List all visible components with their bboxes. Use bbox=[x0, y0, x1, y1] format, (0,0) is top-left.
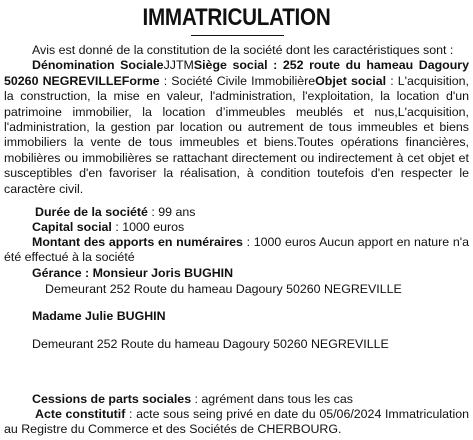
capital-value: : 1000 euros bbox=[111, 220, 185, 234]
second-manager-address-line bbox=[4, 337, 469, 352]
acte-label: Acte constitutif bbox=[35, 407, 126, 421]
cessions-value: : agrément dans tous les cas bbox=[191, 392, 353, 406]
apports-value: : 1000 euros Aucun apport en nature n'a été effectué à la société bbox=[4, 235, 469, 265]
denomination-value: JJTM bbox=[163, 58, 194, 73]
cessions-line bbox=[4, 392, 469, 407]
second-manager-name: Madame Julie BUGHIN bbox=[32, 309, 166, 323]
intro-text: Avis est donné de la constitution de la société dont les caractéristiques sont : bbox=[32, 43, 454, 57]
second-manager-line bbox=[4, 309, 469, 324]
duree-value: : 99 ans bbox=[147, 205, 196, 219]
company-details-paragraph bbox=[4, 43, 469, 197]
denomination-label: Dénomination Sociale bbox=[32, 58, 164, 73]
acte-value: : acte sous seing privé en date du 05/06/2024 Immatriculation au Registre du Commerce et des Sociétés de CHERBOURG. bbox=[4, 407, 469, 437]
forme-label: Forme bbox=[121, 73, 160, 88]
second-manager-address: Demeurant 252 Route du hameau Dagoury 50260 NEGREVILLE bbox=[32, 337, 389, 351]
forme-value: : Société Civile Immobilière bbox=[159, 73, 316, 88]
duree-label: Durée de la société bbox=[35, 205, 148, 219]
capital-line bbox=[4, 220, 469, 235]
title-underline bbox=[191, 35, 284, 36]
acte-paragraph bbox=[4, 407, 469, 438]
capital-label: Capital social bbox=[32, 220, 112, 234]
gerance-label: Gérance : Monsieur Joris BUGHIN bbox=[32, 266, 234, 280]
gerance-line bbox=[4, 266, 469, 281]
gerance-address-line bbox=[4, 282, 469, 297]
gerance-address: Demeurant 252 Route du hameau Dagoury 50260 NEGREVILLE bbox=[45, 282, 402, 296]
cessions-label: Cessions de parts sociales bbox=[32, 392, 192, 406]
apports-label: Montant des apports en numéraires bbox=[32, 235, 243, 249]
objet-value: : L'acquisition, la construction, la mise en valeur, l'administration, l'exploitation, la location d'un patrimoine immobilier, la location d’immeubles meublés et nus,L'acquisition, l'administration, la gestion par location ou autrement de tous immeubles et biens immobiliers la vente de tous immeubles et biens.Toutes opérations financières, mobilières ou immobilières se rattachant directement ou indirectement à cet objet et susceptibles d'en favoriser la réalisation, à condition toutefois d'en respecter le caractère civil. bbox=[4, 73, 469, 196]
notice-title: IMMATRICULATION bbox=[142, 4, 331, 31]
siege-value: 252 route du hameau Dagoury 50260 NEGREVILLE bbox=[4, 58, 469, 88]
objet-label: Objet social bbox=[315, 73, 387, 88]
siege-label: Siège social : bbox=[193, 58, 278, 73]
duree-line bbox=[4, 205, 469, 220]
apports-paragraph bbox=[4, 235, 469, 266]
